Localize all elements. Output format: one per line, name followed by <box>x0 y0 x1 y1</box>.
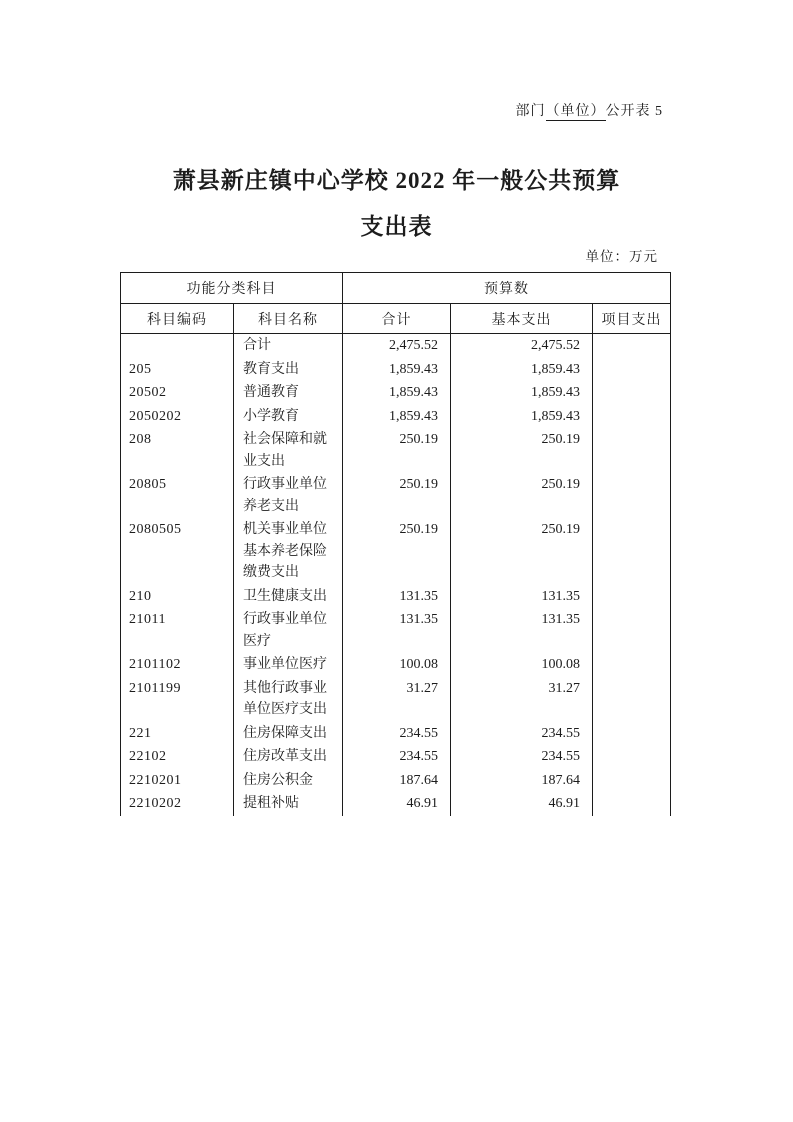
subject-code-cell: 205 <box>121 358 234 382</box>
table-row <box>121 405 671 429</box>
header-budget-figures: 预算数 <box>343 273 671 304</box>
subject-code-cell: 20502 <box>121 381 234 405</box>
subject-name-cell: 教育支出 <box>234 358 343 382</box>
subject-name-cell: 住房改革支出 <box>234 745 343 769</box>
total-value-cell: 46.91 <box>343 792 451 816</box>
header-subject-name: 科目名称 <box>234 304 343 334</box>
table-row <box>121 653 671 677</box>
basic-expense-cell: 1,859.43 <box>451 381 593 405</box>
project-expense-cell <box>593 428 671 473</box>
subject-name-cell: 社会保障和就业支出 <box>234 428 343 473</box>
table-row <box>121 381 671 405</box>
form-note-prefix: 部门 <box>515 104 546 119</box>
form-note-suffix: 公开表 5 <box>605 104 663 119</box>
basic-expense-cell: 234.55 <box>451 745 593 769</box>
table-row <box>121 473 671 518</box>
basic-expense-cell: 46.91 <box>451 792 593 816</box>
basic-expense-cell: 250.19 <box>451 473 593 518</box>
project-expense-cell <box>593 334 671 358</box>
project-expense-cell <box>593 608 671 653</box>
subject-code-cell: 2101199 <box>121 677 234 722</box>
total-value-cell: 1,859.43 <box>343 381 451 405</box>
total-value-cell: 250.19 <box>343 473 451 518</box>
unit-note: 单位：万元 <box>585 249 658 264</box>
header-subject-code: 科目编码 <box>121 304 234 334</box>
subject-code-cell <box>121 334 234 358</box>
project-expense-cell <box>593 769 671 793</box>
subject-name-cell: 行政事业单位医疗 <box>234 608 343 653</box>
total-value-cell: 250.19 <box>343 428 451 473</box>
total-value-cell: 2,475.52 <box>343 334 451 358</box>
project-expense-cell <box>593 722 671 746</box>
subject-name-cell: 其他行政事业单位医疗支出 <box>234 677 343 722</box>
subject-name-cell: 合计 <box>234 334 343 358</box>
table-row <box>121 677 671 722</box>
table-row <box>121 792 671 816</box>
basic-expense-cell: 2,475.52 <box>451 334 593 358</box>
basic-expense-cell: 250.19 <box>451 428 593 473</box>
table-row <box>121 745 671 769</box>
project-expense-cell <box>593 677 671 722</box>
header-functional-category: 功能分类科目 <box>121 273 343 304</box>
project-expense-cell <box>593 518 671 585</box>
total-value-cell: 1,859.43 <box>343 405 451 429</box>
header-total: 合计 <box>343 304 451 334</box>
project-expense-cell <box>593 653 671 677</box>
basic-expense-cell: 100.08 <box>451 653 593 677</box>
subject-name-cell: 住房保障支出 <box>234 722 343 746</box>
table-row <box>121 334 671 358</box>
project-expense-cell <box>593 405 671 429</box>
subject-name-cell: 事业单位医疗 <box>234 653 343 677</box>
table-row <box>121 428 671 473</box>
total-value-cell: 131.35 <box>343 608 451 653</box>
basic-expense-cell: 187.64 <box>451 769 593 793</box>
total-value-cell: 187.64 <box>343 769 451 793</box>
project-expense-cell <box>593 792 671 816</box>
total-value-cell: 100.08 <box>343 653 451 677</box>
subject-code-cell: 210 <box>121 585 234 609</box>
subject-code-cell: 208 <box>121 428 234 473</box>
document-title-line1: 萧县新庄镇中心学校 2022 年一般公共预算 <box>172 168 621 193</box>
subject-name-cell: 提租补贴 <box>234 792 343 816</box>
subject-code-cell: 2050202 <box>121 405 234 429</box>
total-value-cell: 234.55 <box>343 745 451 769</box>
project-expense-cell <box>593 358 671 382</box>
basic-expense-cell: 234.55 <box>451 722 593 746</box>
subject-code-cell: 20805 <box>121 473 234 518</box>
table-row <box>121 585 671 609</box>
subject-name-cell: 普通教育 <box>234 381 343 405</box>
basic-expense-cell: 131.35 <box>451 585 593 609</box>
basic-expense-cell: 131.35 <box>451 608 593 653</box>
subject-name-cell: 住房公积金 <box>234 769 343 793</box>
table-row <box>121 358 671 382</box>
table-row <box>121 722 671 746</box>
header-basic-expense: 基本支出 <box>451 304 593 334</box>
subject-name-cell: 卫生健康支出 <box>234 585 343 609</box>
subject-name-cell: 行政事业单位养老支出 <box>234 473 343 518</box>
subject-name-cell: 小学教育 <box>234 405 343 429</box>
budget-table <box>120 272 671 816</box>
basic-expense-cell: 1,859.43 <box>451 405 593 429</box>
total-value-cell: 131.35 <box>343 585 451 609</box>
project-expense-cell <box>593 585 671 609</box>
basic-expense-cell: 1,859.43 <box>451 358 593 382</box>
total-value-cell: 31.27 <box>343 677 451 722</box>
table-row <box>121 769 671 793</box>
basic-expense-cell: 31.27 <box>451 677 593 722</box>
document-title-line2: 支出表 <box>360 214 433 239</box>
total-value-cell: 250.19 <box>343 518 451 585</box>
table-row <box>121 608 671 653</box>
subject-code-cell: 221 <box>121 722 234 746</box>
subject-name-cell: 机关事业单位基本养老保险缴费支出 <box>234 518 343 585</box>
subject-code-cell: 2210202 <box>121 792 234 816</box>
total-value-cell: 1,859.43 <box>343 358 451 382</box>
total-value-cell: 234.55 <box>343 722 451 746</box>
project-expense-cell <box>593 473 671 518</box>
subject-code-cell: 21011 <box>121 608 234 653</box>
subject-code-cell: 2210201 <box>121 769 234 793</box>
form-number-note <box>516 100 664 120</box>
header-project-expense: 项目支出 <box>593 304 671 334</box>
subject-code-cell: 2080505 <box>121 518 234 585</box>
form-note-underlined-blank: （单位） <box>545 104 606 119</box>
subject-code-cell: 22102 <box>121 745 234 769</box>
project-expense-cell <box>593 381 671 405</box>
table-row <box>121 518 671 585</box>
document-title <box>0 158 793 250</box>
basic-expense-cell: 250.19 <box>451 518 593 585</box>
subject-code-cell: 2101102 <box>121 653 234 677</box>
budget-table-header <box>121 273 671 334</box>
project-expense-cell <box>593 745 671 769</box>
budget-table-body <box>121 334 671 816</box>
